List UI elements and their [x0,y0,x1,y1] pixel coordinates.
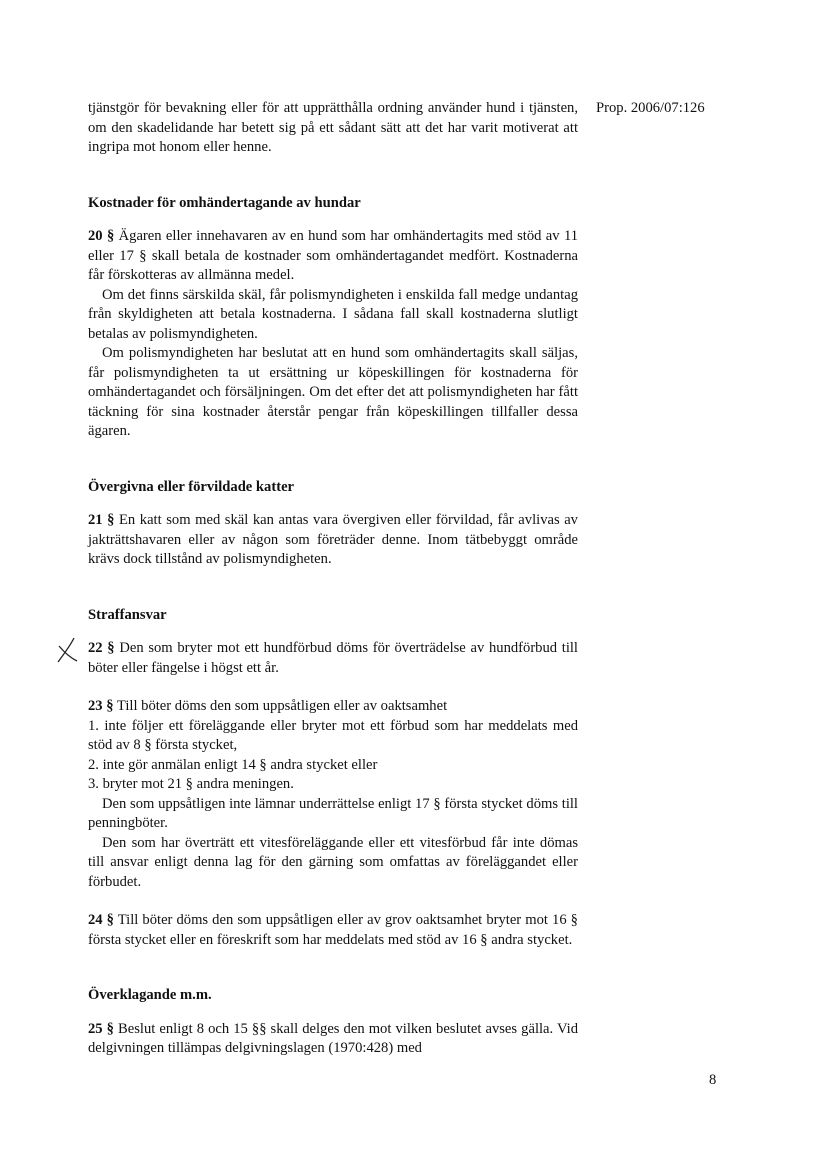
paragraph-24-text: Till böter döms den som uppsåtligen eller av grov oaktsamhet bryter mot 16 § första stycket eller en föreskrift som har meddelats med stöd av 16 § andra stycket. [88,912,578,948]
section-number-20: 20 § [88,228,115,244]
section-number-21: 21 § [88,512,115,528]
heading-kostnader: Kostnader för omhändertagande av hundar [88,194,361,211]
paragraph-23-text: Till böter döms den som uppsåtligen eller av oaktsamhet [113,698,448,714]
handwritten-x-mark [56,636,78,664]
main-text-column [88,99,578,1059]
section-number-25: 25 § [88,1020,114,1037]
paragraph-23 [88,697,578,717]
paragraph-20-text: Ägaren eller innehavaren av en hund som har omhändertagits med stöd av 11 eller 17 § skall betala de kostnader som omhändertagandet medfört. Kostnaderna får förskotteras av allmänna medel. [88,228,578,283]
heading-katter: Övergivna eller förvildade katter [88,478,295,495]
intro-paragraph: tjänstgör för bevakning eller för att upprätthålla ordning använder hund i tjänsten, om den skadelidande har betett sig på ett sådant sätt att det har varit motiverat att ingripa mot honom eller henne. [88,100,578,155]
page-number: 8 [709,1072,717,1088]
paragraph-24 [88,911,578,950]
heading-straffansvar: Straffansvar [88,606,167,623]
paragraph-20-second: Om det finns särskilda skäl, får polismyndigheten i enskilda fall medge undantag från skyldigheten att betala kostnaderna. I sådana fall skall kostnaderna slutligt betalas av polismyndigheten. [88,286,578,342]
list-item-1: 1. inte följer ett föreläggande eller bryter mot ett förbud som har meddelats med stöd av 8 § första stycket, [88,717,578,753]
section-number-23: 23 § [88,698,114,714]
list-item-3: 3. bryter mot 21 § andra meningen. [88,776,294,792]
list-item-2: 2. inte gör anmälan enligt 14 § andra stycket eller [88,756,378,773]
paragraph-22-text: Den som bryter mot ett hundförbud döms för överträdelse av hundförbud till böter eller fängelse i högst ett år. [88,640,578,676]
paragraph-25 [88,1020,578,1059]
paragraph-23-second: Den som uppsåtligen inte lämnar underrättelse enligt 17 § första stycket döms till penningböter. [88,795,578,831]
proposition-reference: Prop. 2006/07:126 [596,100,705,116]
section-number-22: 22 § [88,640,115,656]
heading-overklagande: Överklagande m.m. [88,987,212,1003]
paragraph-21 [88,511,578,570]
paragraph-20 [88,227,578,286]
paragraph-25-text: Beslut enligt 8 och 15 §§ skall delges den mot vilken beslutet avses gälla. Vid delgivningen tillämpas delgivningslagen (1970:428) med [88,1020,578,1056]
paragraph-22 [88,639,578,678]
section-number-24: 24 § [88,912,114,928]
paragraph-23-third: Den som har överträtt ett vitesföreläggande eller ett vitesförbud får inte dömas till ansvar enligt denna lag för den gärning som omfattas av föreläggandet eller förbudet. [88,834,578,890]
paragraph-21-text: En katt som med skäl kan antas vara övergiven eller förvildad, får avlivas av jakträttshavaren eller av någon som företräder denne. Inom tätbebyggt område krävs dock tillstånd av polismyndigheten. [88,512,578,567]
paragraph-20-third: Om polismyndigheten har beslutat att en hund som omhändertagits skall säljas, får polismyndigheten ta ut ersättning ur köpeskillingen för kostnaderna för omhändertagandet och försäljningen. Om det efter det att polismyndigheten har fått täckning för sina kostnader återstår pengar från köpeskillingen tillfaller dessa ägaren. [88,345,578,439]
